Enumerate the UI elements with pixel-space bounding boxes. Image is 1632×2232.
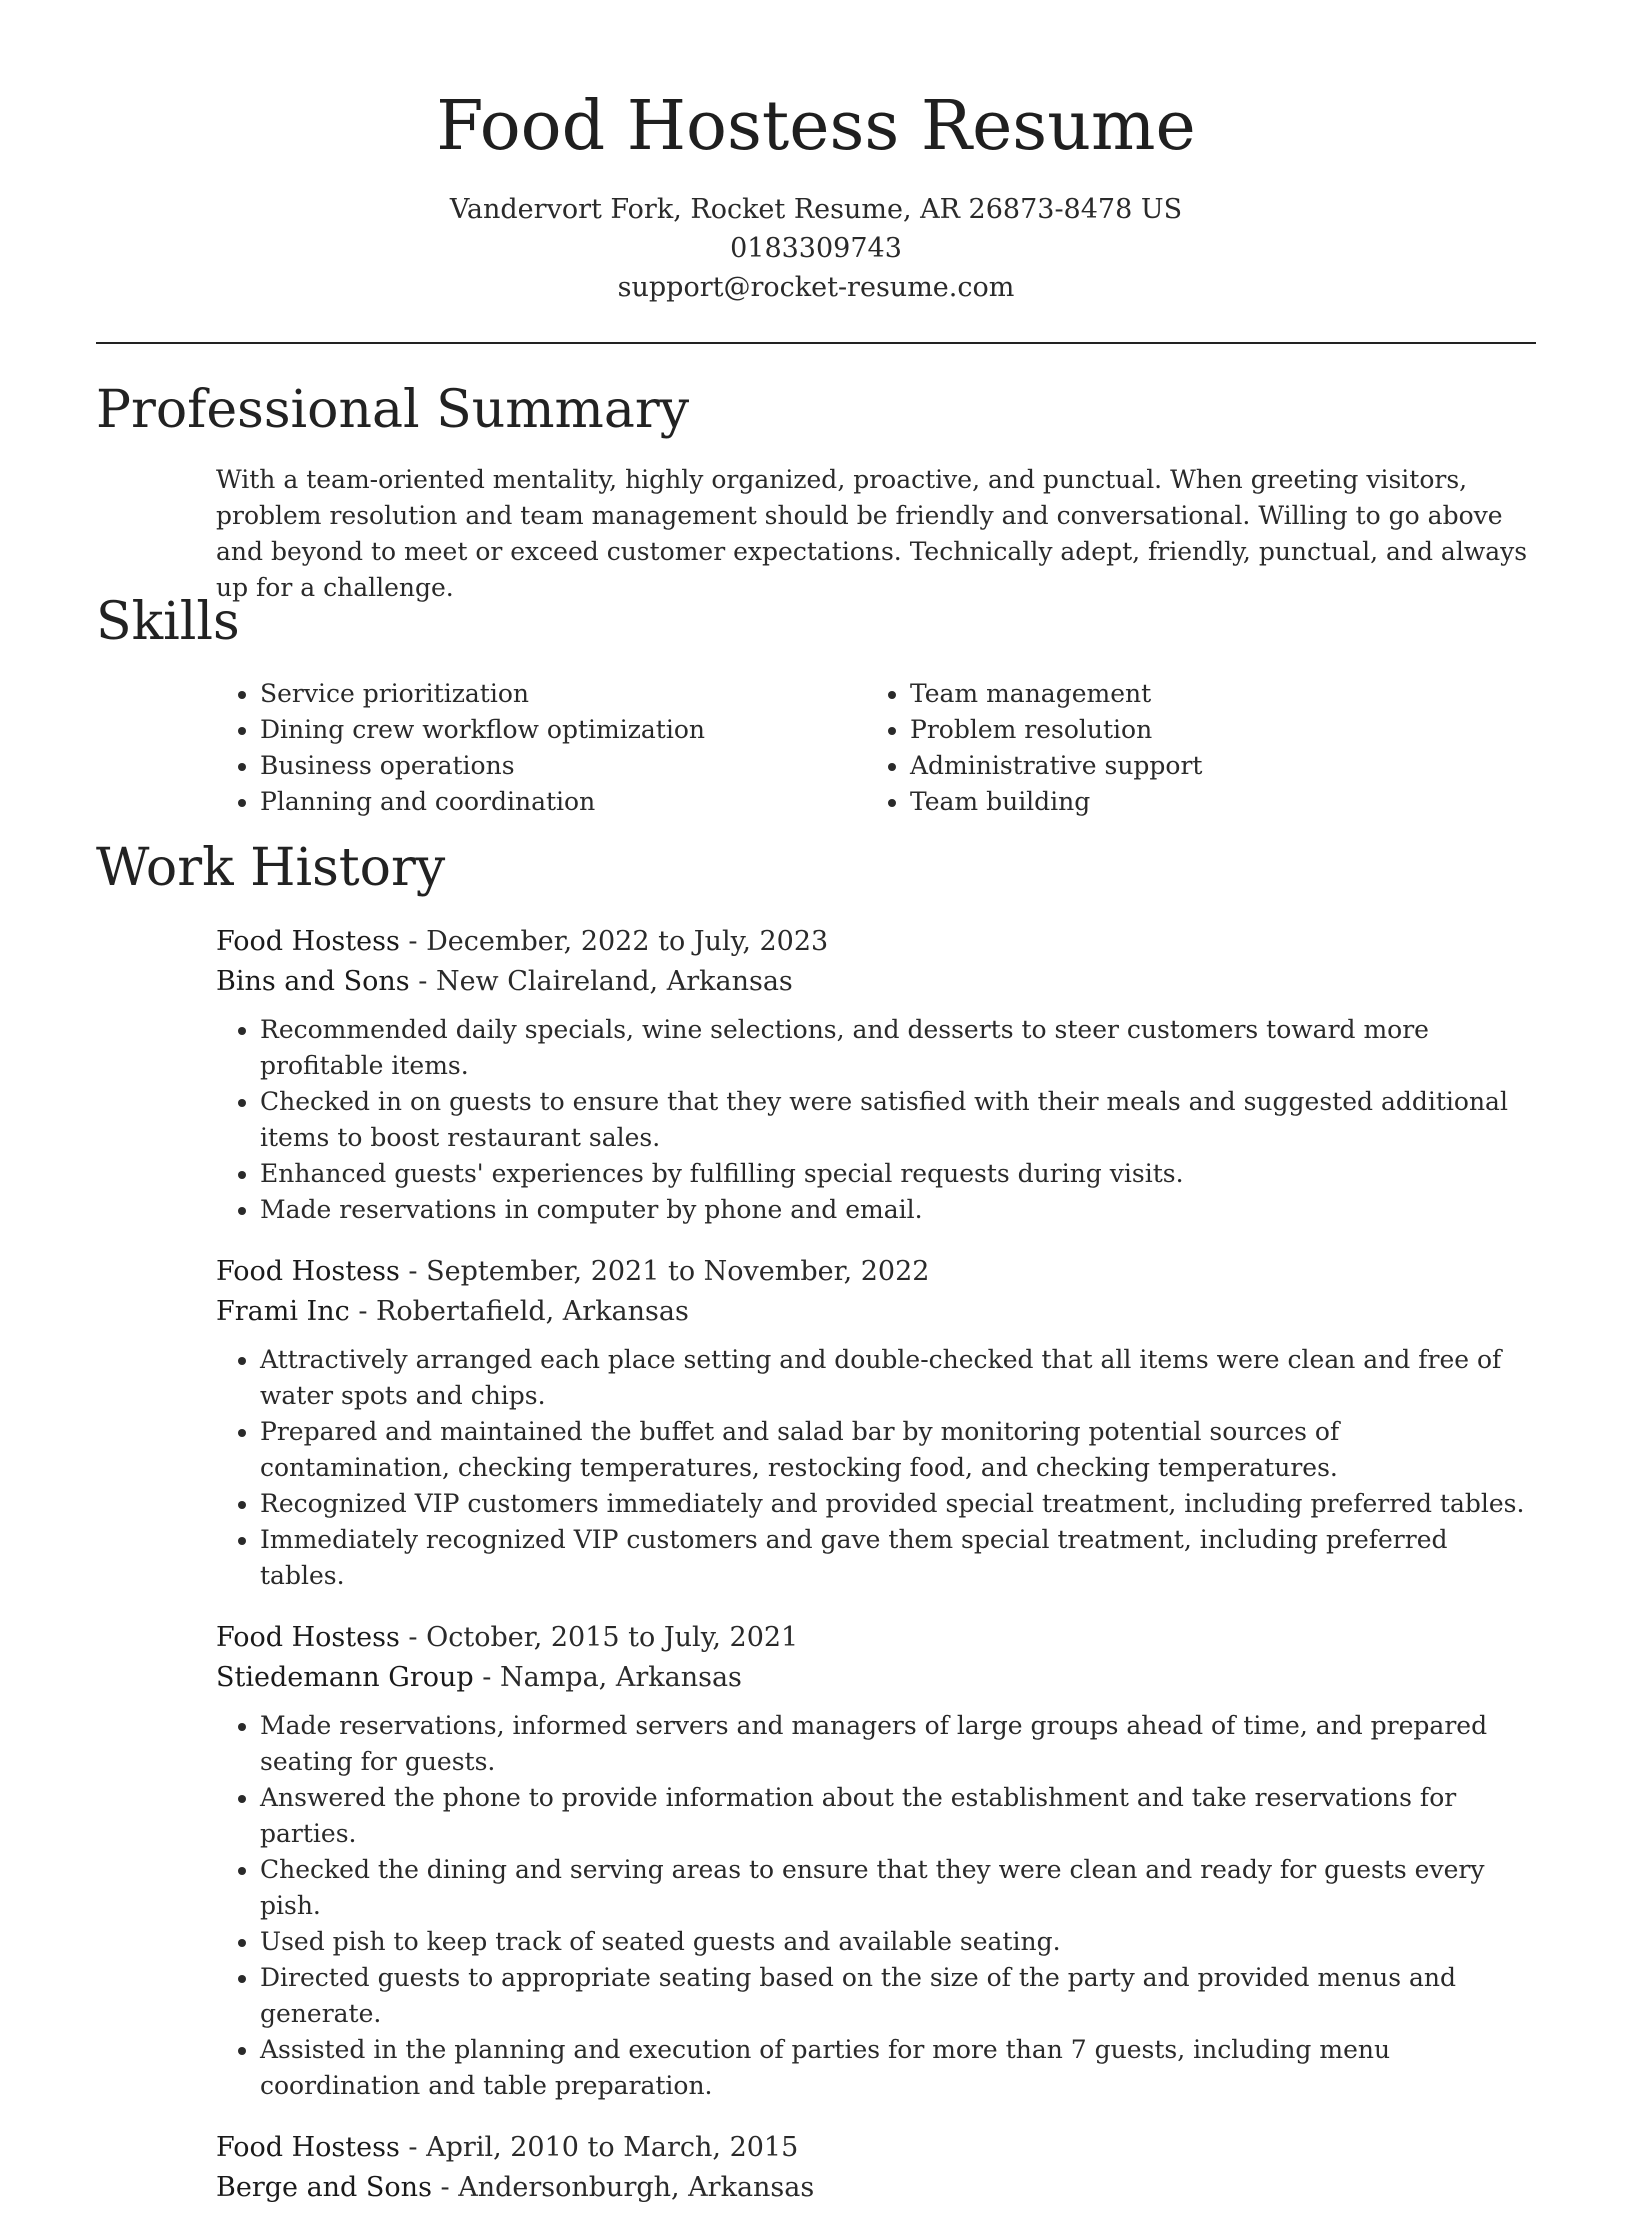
skill-item: • Business operations (260, 748, 866, 784)
contact-phone: 0183309743 (730, 233, 902, 264)
contact-email[interactable]: support@rocket-resume.com (617, 272, 1015, 303)
skill-item: • Service prioritization (260, 676, 866, 712)
job-role: Food Hostess (216, 926, 400, 957)
work-history-heading: Work History (96, 838, 446, 898)
job-bullet: • Made reservations in computer by phone and email. (260, 1192, 1536, 1228)
job-location: - Andersonburgh, Arkansas (431, 2172, 815, 2203)
skills-column-left (216, 676, 866, 820)
job-location: - Nampa, Arkansas (473, 1662, 742, 1693)
skill-item: • Problem resolution (910, 712, 1516, 748)
job-entry (216, 2128, 1536, 2208)
job-company-line (216, 962, 1536, 1002)
skills-list (216, 676, 1536, 820)
skill-item: • Administrative support (910, 748, 1516, 784)
job-location: - Robertafield, Arkansas (349, 1296, 689, 1327)
job-bullet: • Answered the phone to provide information about the establishment and take reservations for parties. (260, 1780, 1536, 1852)
job-company: Stiedemann Group (216, 1662, 474, 1693)
summary-heading: Professional Summary (96, 380, 690, 440)
job-role: Food Hostess (216, 1622, 400, 1653)
job-bullet: • Prepared and maintained the buffet and salad bar by monitoring potential sources of contamination, checking temperatures, restocking food, and checking temperatures. (260, 1414, 1536, 1486)
job-dates: - September, 2021 to November, 2022 (399, 1256, 930, 1287)
job-title-line (216, 2128, 1536, 2168)
skill-item: • Dining crew workflow optimization (260, 712, 866, 748)
job-bullet: • Made reservations, informed servers and managers of large groups ahead of time, and prepared seating for guests. (260, 1708, 1536, 1780)
job-bullets (216, 1342, 1536, 1594)
job-title-line (216, 1252, 1536, 1292)
job-location: - New Claireland, Arkansas (409, 966, 793, 997)
job-bullet: • Directed guests to appropriate seating based on the size of the party and provided menus and generate. (260, 1960, 1536, 2032)
job-bullet: • Recognized VIP customers immediately and provided special treatment, including preferred tables. (260, 1486, 1536, 1522)
contact-address: Vandervort Fork, Rocket Resume, AR 26873-8478 US (449, 194, 1183, 225)
job-bullet: • Attractively arranged each place setting and double-checked that all items were clean and free of water spots and chips. (260, 1342, 1536, 1414)
job-title-line (216, 1618, 1536, 1658)
skills-heading: Skills (96, 592, 240, 652)
job-company: Berge and Sons (216, 2172, 432, 2203)
job-title-line (216, 922, 1536, 962)
job-bullets (216, 1012, 1536, 1228)
job-company-line (216, 2168, 1536, 2208)
job-bullet: • Used pish to keep track of seated guests and available seating. (260, 1924, 1536, 1960)
resume-title: Food Hostess Resume (436, 87, 1196, 166)
job-bullet: • Enhanced guests' experiences by fulfilling special requests during visits. (260, 1156, 1536, 1192)
job-role: Food Hostess (216, 1256, 400, 1287)
work-history-list (216, 922, 1536, 2232)
job-entry (216, 1618, 1536, 2104)
job-bullet: • Checked in on guests to ensure that they were satisfied with their meals and suggested additional items to boost restaurant sales. (260, 1084, 1536, 1156)
job-role: Food Hostess (216, 2132, 400, 2163)
job-company-line (216, 1292, 1536, 1332)
job-company-line (216, 1658, 1536, 1698)
job-bullet: • Recommended daily specials, wine selections, and desserts to steer customers toward more profitable items. (260, 1012, 1536, 1084)
header-divider (96, 342, 1536, 344)
skills-column-right (866, 676, 1516, 820)
skill-item: • Planning and coordination (260, 784, 866, 820)
job-entry (216, 922, 1536, 1228)
summary-text: With a team-oriented mentality, highly organized, proactive, and punctual. When greeting visitors, problem resolution and team management should be friendly and conversational. Willing to go above and beyond to meet or exceed customer expectations. Technically adept, friendly, punctual, and always up for a challenge. (216, 465, 1528, 602)
skill-item: • Team building (910, 784, 1516, 820)
job-dates: - December, 2022 to July, 2023 (399, 926, 829, 957)
job-company: Frami Inc (216, 1296, 350, 1327)
contact-block (0, 190, 1632, 307)
skill-item: • Team management (910, 676, 1516, 712)
job-entry (216, 1252, 1536, 1594)
job-bullet: • Checked the dining and serving areas to ensure that they were clean and ready for guests every pish. (260, 1852, 1536, 1924)
job-bullet: • Assisted in the planning and execution of parties for more than 7 guests, including menu coordination and table preparation. (260, 2032, 1536, 2104)
job-bullets (216, 1708, 1536, 2104)
job-bullet: • Immediately recognized VIP customers and gave them special treatment, including preferred tables. (260, 1522, 1536, 1594)
job-dates: - April, 2010 to March, 2015 (399, 2132, 799, 2163)
job-company: Bins and Sons (216, 966, 410, 997)
job-dates: - October, 2015 to July, 2021 (399, 1622, 799, 1653)
